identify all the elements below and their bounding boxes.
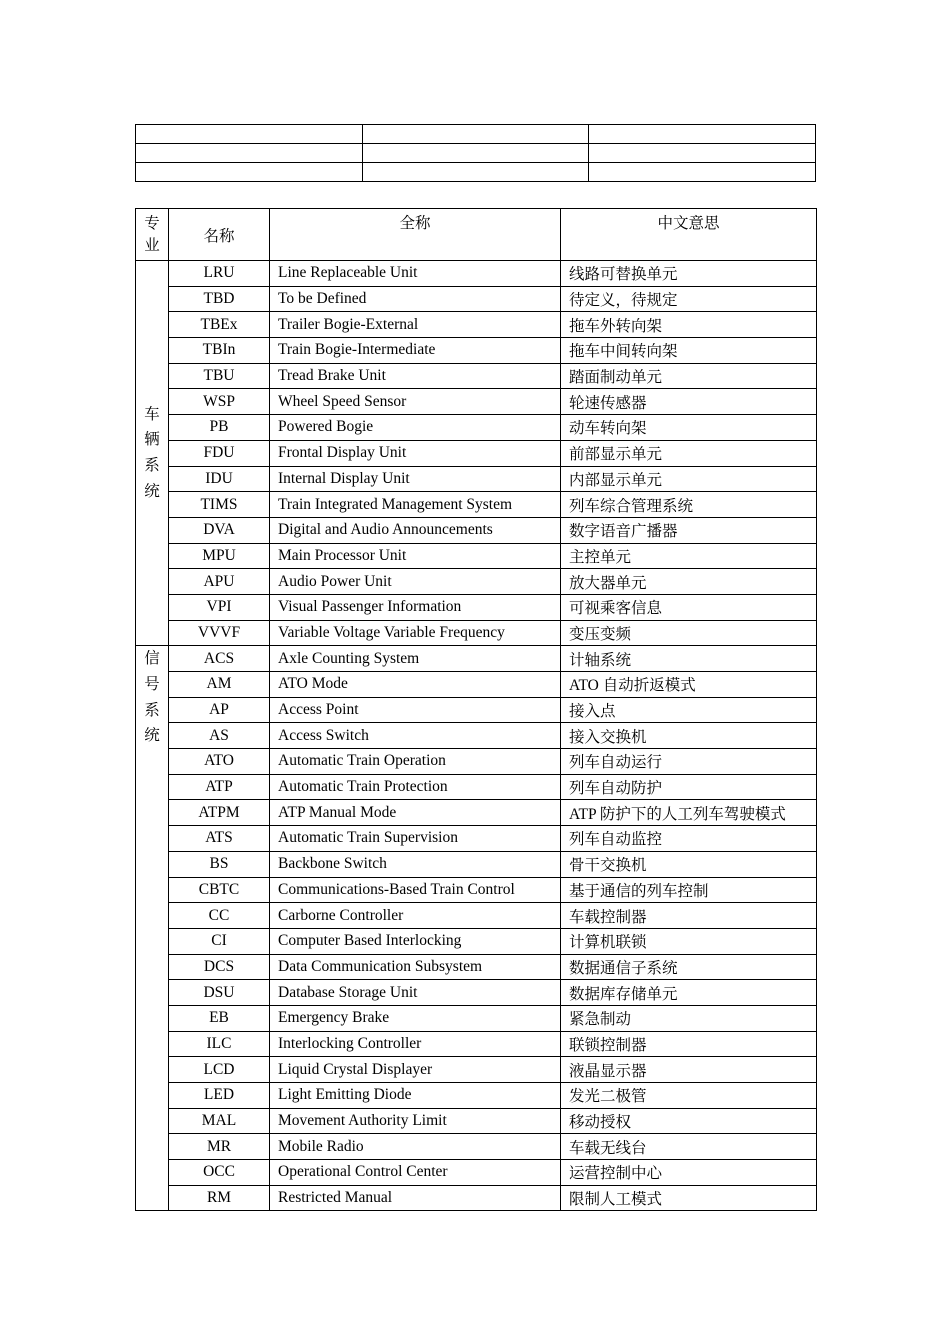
empty-header-row [136, 144, 816, 163]
empty-cell [136, 144, 363, 163]
table-row [136, 672, 817, 698]
table-row [136, 851, 817, 877]
abbr-cell: TBD [169, 286, 270, 312]
abbr-cell: IDU [169, 466, 270, 492]
chinese-meaning-cell: 列车自动监控 [561, 826, 817, 852]
chinese-meaning-cell: 数据库存储单元 [561, 980, 817, 1006]
chinese-meaning-cell: 列车自动运行 [561, 749, 817, 775]
table-row [136, 877, 817, 903]
table-row [136, 749, 817, 775]
abbr-cell: FDU [169, 440, 270, 466]
abbr-cell: EB [169, 1005, 270, 1031]
chinese-meaning-cell: 踏面制动单元 [561, 363, 817, 389]
abbr-cell: DVA [169, 517, 270, 543]
chinese-meaning-cell: 基于通信的列车控制 [561, 877, 817, 903]
abbr-cell: ATPM [169, 800, 270, 826]
table-row [136, 800, 817, 826]
category-label: 车辆系统 [144, 405, 160, 500]
table-header-row [136, 209, 817, 261]
full-name-cell: ATO Mode [270, 672, 561, 698]
abbr-cell: CC [169, 903, 270, 929]
chinese-meaning-cell: 紧急制动 [561, 1005, 817, 1031]
empty-cell [589, 125, 816, 144]
table-row [136, 389, 817, 415]
empty-cell [362, 144, 589, 163]
table-row [136, 1057, 817, 1083]
empty-header-table [135, 124, 816, 182]
category-label: 信号系统 [144, 650, 160, 745]
table-row [136, 1108, 817, 1134]
table-row [136, 1185, 817, 1211]
chinese-meaning-cell: 联锁控制器 [561, 1031, 817, 1057]
chinese-meaning-cell: 列车自动防护 [561, 774, 817, 800]
chinese-meaning-cell: 车载无线台 [561, 1134, 817, 1160]
abbr-cell: MR [169, 1134, 270, 1160]
full-name-cell: Automatic Train Protection [270, 774, 561, 800]
empty-cell [136, 125, 363, 144]
abbr-cell: APU [169, 569, 270, 595]
full-name-cell: ATP Manual Mode [270, 800, 561, 826]
table-row [136, 954, 817, 980]
abbr-cell: MAL [169, 1108, 270, 1134]
chinese-meaning-cell: 运营控制中心 [561, 1160, 817, 1186]
table-row [136, 594, 817, 620]
abbr-cell: LRU [169, 261, 270, 287]
chinese-meaning-cell: 限制人工模式 [561, 1185, 817, 1211]
full-name-cell: Trailer Bogie-External [270, 312, 561, 338]
chinese-meaning-cell: 拖车中间转向架 [561, 338, 817, 364]
chinese-meaning-cell: 计轴系统 [561, 646, 817, 672]
empty-cell [362, 163, 589, 182]
full-name-cell: Emergency Brake [270, 1005, 561, 1031]
category-cell [136, 646, 169, 1211]
full-name-cell: Access Switch [270, 723, 561, 749]
full-name-cell: Interlocking Controller [270, 1031, 561, 1057]
table-row [136, 980, 817, 1006]
chinese-meaning-cell: 可视乘客信息 [561, 594, 817, 620]
chinese-meaning-cell: 接入交换机 [561, 723, 817, 749]
full-name-cell: Powered Bogie [270, 415, 561, 441]
chinese-meaning-cell: 动车转向架 [561, 415, 817, 441]
abbr-cell: BS [169, 851, 270, 877]
full-name-cell: Communications-Based Train Control [270, 877, 561, 903]
full-name-cell: Data Communication Subsystem [270, 954, 561, 980]
chinese-meaning-cell: 液晶显示器 [561, 1057, 817, 1083]
full-name-cell: Liquid Crystal Displayer [270, 1057, 561, 1083]
chinese-meaning-cell: 拖车外转向架 [561, 312, 817, 338]
full-name-cell: Line Replaceable Unit [270, 261, 561, 287]
header-full-name: 全称 [270, 209, 561, 261]
abbr-cell: AP [169, 697, 270, 723]
abbr-cell: MPU [169, 543, 270, 569]
full-name-cell: Light Emitting Diode [270, 1083, 561, 1109]
table-row [136, 1160, 817, 1186]
chinese-meaning-cell: 列车综合管理系统 [561, 492, 817, 518]
chinese-meaning-cell: 轮速传感器 [561, 389, 817, 415]
chinese-meaning-cell: 变压变频 [561, 620, 817, 646]
table-row [136, 261, 817, 287]
table-row [136, 338, 817, 364]
chinese-meaning-cell: 数据通信子系统 [561, 954, 817, 980]
table-row [136, 903, 817, 929]
chinese-meaning-cell: 线路可替换单元 [561, 261, 817, 287]
chinese-meaning-cell: 放大器单元 [561, 569, 817, 595]
full-name-cell: Movement Authority Limit [270, 1108, 561, 1134]
full-name-cell: Restricted Manual [270, 1185, 561, 1211]
full-name-cell: Access Point [270, 697, 561, 723]
full-name-cell: Mobile Radio [270, 1134, 561, 1160]
abbr-cell: ATS [169, 826, 270, 852]
table-row [136, 697, 817, 723]
abbr-cell: VVVF [169, 620, 270, 646]
table-row [136, 569, 817, 595]
full-name-cell: Visual Passenger Information [270, 594, 561, 620]
full-name-cell: Train Integrated Management System [270, 492, 561, 518]
abbr-cell: TBIn [169, 338, 270, 364]
abbr-cell: DCS [169, 954, 270, 980]
table-row [136, 286, 817, 312]
full-name-cell: Automatic Train Supervision [270, 826, 561, 852]
full-name-cell: Automatic Train Operation [270, 749, 561, 775]
abbr-cell: ILC [169, 1031, 270, 1057]
full-name-cell: To be Defined [270, 286, 561, 312]
full-name-cell: Operational Control Center [270, 1160, 561, 1186]
abbr-cell: LCD [169, 1057, 270, 1083]
full-name-cell: Digital and Audio Announcements [270, 517, 561, 543]
abbr-cell: DSU [169, 980, 270, 1006]
abbreviation-table [135, 208, 817, 1211]
header-category: 专业 [136, 209, 169, 261]
full-name-cell: Tread Brake Unit [270, 363, 561, 389]
chinese-meaning-cell: 骨干交换机 [561, 851, 817, 877]
chinese-meaning-cell: 前部显示单元 [561, 440, 817, 466]
chinese-meaning-cell: ATP 防护下的人工列车驾驶模式 [561, 800, 817, 826]
table-row [136, 826, 817, 852]
abbr-cell: ATO [169, 749, 270, 775]
chinese-meaning-cell: 主控单元 [561, 543, 817, 569]
full-name-cell: Audio Power Unit [270, 569, 561, 595]
table-row [136, 415, 817, 441]
empty-header-row [136, 125, 816, 144]
table-row [136, 517, 817, 543]
abbr-cell: OCC [169, 1160, 270, 1186]
table-row [136, 363, 817, 389]
table-row [136, 620, 817, 646]
empty-cell [136, 163, 363, 182]
header-abbr: 名称 [169, 209, 270, 261]
table-row [136, 492, 817, 518]
table-row [136, 1083, 817, 1109]
chinese-meaning-cell: 内部显示单元 [561, 466, 817, 492]
abbr-cell: TBU [169, 363, 270, 389]
table-row [136, 1031, 817, 1057]
table-row [136, 440, 817, 466]
table-row [136, 646, 817, 672]
chinese-meaning-cell: 接入点 [561, 697, 817, 723]
table-row [136, 543, 817, 569]
abbr-cell: RM [169, 1185, 270, 1211]
abbr-cell: CI [169, 928, 270, 954]
abbr-cell: AM [169, 672, 270, 698]
full-name-cell: Variable Voltage Variable Frequency [270, 620, 561, 646]
header-chinese-meaning: 中文意思 [561, 209, 817, 261]
table-row [136, 466, 817, 492]
abbr-cell: CBTC [169, 877, 270, 903]
chinese-meaning-cell: 移动授权 [561, 1108, 817, 1134]
abbr-cell: LED [169, 1083, 270, 1109]
abbr-cell: ACS [169, 646, 270, 672]
chinese-meaning-cell: 车载控制器 [561, 903, 817, 929]
full-name-cell: Wheel Speed Sensor [270, 389, 561, 415]
abbr-cell: WSP [169, 389, 270, 415]
category-cell [136, 261, 169, 646]
table-row [136, 723, 817, 749]
empty-cell [589, 163, 816, 182]
empty-header-row [136, 163, 816, 182]
abbr-cell: ATP [169, 774, 270, 800]
chinese-meaning-cell: 待定义，待规定 [561, 286, 817, 312]
abbr-cell: TIMS [169, 492, 270, 518]
table-row [136, 928, 817, 954]
empty-cell [362, 125, 589, 144]
abbr-cell: TBEx [169, 312, 270, 338]
chinese-meaning-cell: 发光二极管 [561, 1083, 817, 1109]
table-row [136, 312, 817, 338]
full-name-cell: Frontal Display Unit [270, 440, 561, 466]
full-name-cell: Internal Display Unit [270, 466, 561, 492]
full-name-cell: Computer Based Interlocking [270, 928, 561, 954]
table-row [136, 1005, 817, 1031]
abbr-cell: AS [169, 723, 270, 749]
full-name-cell: Axle Counting System [270, 646, 561, 672]
abbr-cell: PB [169, 415, 270, 441]
full-name-cell: Main Processor Unit [270, 543, 561, 569]
full-name-cell: Train Bogie-Intermediate [270, 338, 561, 364]
table-row [136, 774, 817, 800]
full-name-cell: Backbone Switch [270, 851, 561, 877]
chinese-meaning-cell: ATO 自动折返模式 [561, 672, 817, 698]
empty-cell [589, 144, 816, 163]
full-name-cell: Carborne Controller [270, 903, 561, 929]
full-name-cell: Database Storage Unit [270, 980, 561, 1006]
chinese-meaning-cell: 计算机联锁 [561, 928, 817, 954]
abbr-cell: VPI [169, 594, 270, 620]
chinese-meaning-cell: 数字语音广播器 [561, 517, 817, 543]
table-row [136, 1134, 817, 1160]
